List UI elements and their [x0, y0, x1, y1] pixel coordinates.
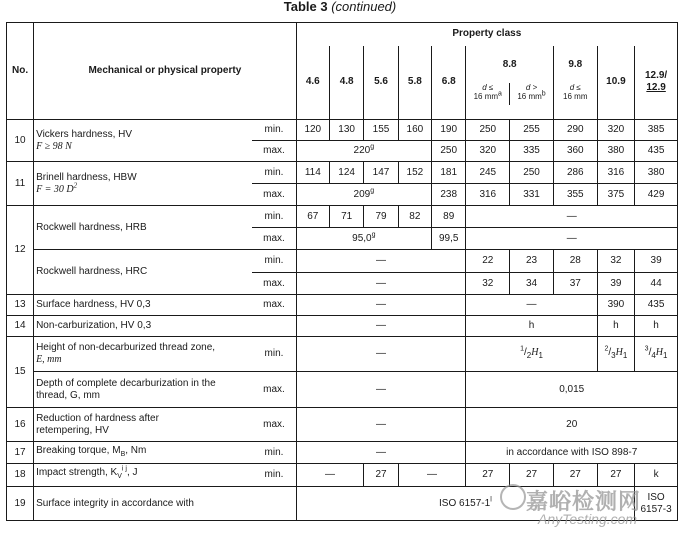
header-property-class: Property class — [296, 23, 677, 46]
frac-var: H — [615, 346, 623, 358]
cell: 320 — [597, 120, 635, 141]
watermark-cn: 嘉峪检测网 — [526, 489, 642, 514]
limit-label: min. — [252, 206, 296, 228]
table-row — [7, 464, 678, 487]
cell: 335 — [510, 141, 554, 162]
torque-unit: , Nm — [125, 444, 147, 456]
footnote: g — [371, 231, 376, 239]
header-property: Mechanical or physical property — [34, 23, 297, 120]
table-row — [7, 206, 678, 228]
table-row — [7, 120, 678, 141]
class-10-9: 10.9 — [597, 46, 635, 120]
cell: 255 — [510, 120, 554, 141]
cell: 385 — [635, 120, 678, 141]
cell: 79 — [364, 206, 398, 228]
cell: 39 — [635, 250, 678, 273]
cell: 245 — [466, 162, 510, 184]
cell: 380 — [597, 141, 635, 162]
cell: h — [466, 316, 597, 337]
cell-dash: — — [398, 464, 466, 487]
cell: 238 — [432, 184, 466, 206]
row-property — [34, 372, 253, 408]
cell: h — [597, 316, 635, 337]
cell: 37 — [553, 273, 597, 295]
retemper-label: Reduction of hardness after — [36, 412, 159, 424]
sub-16mm-a: 16 mm — [473, 91, 499, 101]
cell: 22 — [466, 250, 510, 273]
cell-dash: — — [466, 228, 678, 250]
row-no: 15 — [7, 337, 34, 408]
impact-footnote: i j — [121, 465, 127, 473]
row-property: Surface hardness, HV 0,3 — [34, 295, 253, 316]
cell: 250 — [466, 120, 510, 141]
cell: 32 — [466, 273, 510, 295]
cell: 99,5 — [432, 228, 466, 250]
cell: 360 — [553, 141, 597, 162]
limit-label: max. — [252, 295, 296, 316]
limit-label: min. — [252, 442, 296, 464]
frac-num: 2 — [604, 345, 609, 353]
limit-label: max. — [252, 228, 296, 250]
property-table — [6, 22, 678, 521]
cell: 250 — [432, 141, 466, 162]
cell-dash: — — [466, 206, 678, 228]
row-property: Surface integrity in accordance with — [34, 487, 297, 521]
limit-label: max. — [252, 273, 296, 295]
torque-sub: B — [120, 450, 126, 458]
cell: 0,015 — [466, 372, 678, 408]
sub-b: b — [541, 89, 546, 97]
limit-label: min. — [252, 337, 296, 372]
vickers-label: Vickers hardness, HV — [36, 128, 133, 140]
row-no: 11 — [7, 162, 34, 206]
row-property: Non-carburization, HV 0,3 — [34, 316, 297, 337]
cell: 32 — [597, 250, 635, 273]
thread-zone-unit: E, mm — [36, 354, 62, 365]
frac-den: 3 — [611, 350, 616, 360]
table-row — [7, 250, 678, 273]
row-no: 14 — [7, 316, 34, 337]
frac-sub: 1 — [622, 350, 628, 360]
watermark-logo-icon — [500, 484, 526, 510]
watermark-en: AnyTesting.com — [538, 511, 638, 527]
cell: 320 — [466, 141, 510, 162]
footnote: g — [370, 143, 375, 151]
class-5-6: 5.6 — [364, 46, 398, 120]
cell: 67 — [296, 206, 329, 228]
cell: 155 — [364, 120, 398, 141]
cell: 27 — [466, 464, 510, 487]
cell: 89 — [432, 206, 466, 228]
cell: 124 — [329, 162, 363, 184]
cell: 27 — [553, 464, 597, 487]
frac-var: H — [531, 346, 539, 358]
cell: 331 — [510, 184, 554, 206]
class-6-8: 6.8 — [432, 46, 466, 120]
class-8-8 — [466, 46, 554, 120]
cell: 375 — [597, 184, 635, 206]
footnote: l — [490, 496, 492, 504]
cell-dash: — — [296, 250, 466, 273]
table-row — [7, 316, 678, 337]
limit-label: max. — [252, 141, 296, 162]
sub-d-gt: d > — [525, 82, 538, 92]
cell-fraction: $^1/_2H_1$ — [466, 337, 597, 372]
sub-d-le-98: d ≤ — [569, 82, 581, 92]
cell: 160 — [398, 120, 431, 141]
header-no: No. — [7, 23, 34, 120]
sub-16mm-b: 16 mm — [517, 91, 542, 101]
iso-6157-1: ISO 6157-1 — [439, 497, 491, 509]
cell: 34 — [510, 273, 554, 295]
vickers-condition: F ≥ 98 N — [36, 140, 72, 152]
cell: 250 — [510, 162, 554, 184]
span-value: 95,0 — [352, 232, 372, 244]
limit-label: max. — [252, 184, 296, 206]
cell: 130 — [329, 120, 363, 141]
row-property — [34, 408, 253, 442]
frac-den: 2 — [526, 350, 532, 360]
class-9-8 — [553, 46, 597, 120]
cell: 390 — [597, 295, 635, 316]
iso-6157-3: 6157-3 — [640, 503, 672, 515]
cell: 190 — [432, 120, 466, 141]
cell-dash: — — [296, 464, 364, 487]
cell-dash: — — [296, 442, 466, 464]
hrc-label: Rockwell hardness, HRC — [34, 250, 253, 295]
cell: 23 — [510, 250, 554, 273]
class-12-9 — [635, 46, 678, 120]
limit-label: max. — [252, 408, 296, 442]
row-no: 19 — [7, 487, 34, 521]
limit-label: max. — [252, 372, 296, 408]
cell: 355 — [553, 184, 597, 206]
sub-16mm-98: 16 mm — [563, 91, 588, 101]
frac-var: H — [655, 346, 664, 358]
cell: 44 — [635, 273, 678, 295]
limit-label: min. — [252, 162, 296, 184]
cell: k — [635, 464, 678, 487]
cell: 120 — [296, 120, 329, 141]
sub-d-le: d ≤ — [482, 82, 494, 92]
cell-dash: — — [296, 273, 466, 295]
cell: 27 — [510, 464, 554, 487]
cell: h — [635, 316, 678, 337]
cell: 27 — [597, 464, 635, 487]
hrb-label: Rockwell hardness, HRB — [34, 206, 253, 250]
caption-italic: (continued) — [331, 0, 397, 14]
table-row — [7, 162, 678, 184]
retemper-unit: retempering, HV — [36, 424, 109, 436]
header-row — [7, 23, 678, 46]
impact-unit: , J — [126, 467, 138, 478]
sub-a: a — [498, 89, 502, 97]
table-row — [7, 408, 678, 442]
cell: in accordance with ISO 898-7 — [466, 442, 678, 464]
cell: 316 — [597, 162, 635, 184]
impact-sub: V — [117, 473, 122, 480]
class-8-8-label: 8.8 — [502, 58, 517, 70]
span-value: 209 — [353, 188, 371, 200]
impact-label: Impact strength, K — [36, 467, 118, 478]
cell-dash: — — [466, 295, 597, 316]
class-12-9-bottom: 12.9 — [646, 82, 666, 94]
cell-dash: — — [296, 337, 466, 372]
cell-span — [296, 141, 431, 162]
cell: 28 — [553, 250, 597, 273]
cell: 20 — [466, 408, 678, 442]
table-row — [7, 337, 678, 372]
class-4-8: 4.8 — [329, 46, 363, 120]
table-row — [7, 372, 678, 408]
decarb-unit: thread, G, mm — [36, 389, 100, 401]
limit-label: min. — [252, 464, 296, 487]
cell: 82 — [398, 206, 431, 228]
class-9-8-label: 9.8 — [568, 58, 583, 70]
cell: 435 — [635, 295, 678, 316]
row-no: 18 — [7, 464, 34, 487]
footnote: g — [370, 187, 375, 195]
brinell-condition: F = 30 D — [36, 183, 74, 195]
row-property — [34, 337, 253, 372]
limit-label: min. — [252, 120, 296, 141]
table-caption — [0, 0, 680, 14]
frac-sub: 1 — [663, 350, 668, 360]
class-12-9-top: 12.9/ — [644, 70, 668, 82]
cell: 114 — [296, 162, 329, 184]
row-no: 10 — [7, 120, 34, 162]
brinell-label: Brinell hardness, HBW — [36, 171, 137, 183]
table-row — [7, 442, 678, 464]
decarb-label: Depth of complete decarburization in the — [36, 377, 216, 389]
cell: 429 — [635, 184, 678, 206]
cell: 71 — [329, 206, 363, 228]
row-property — [34, 162, 253, 206]
frac-num: 3 — [644, 345, 649, 353]
span-value: 220 — [353, 145, 371, 156]
cell: 147 — [364, 162, 398, 184]
row-property — [34, 442, 253, 464]
table-row — [7, 295, 678, 316]
cell-span — [296, 228, 431, 250]
cell-span — [296, 184, 431, 206]
cell: 152 — [398, 162, 431, 184]
cell-dash: — — [296, 408, 466, 442]
cell: 290 — [553, 120, 597, 141]
frac-num: 1 — [520, 345, 525, 353]
iso-label: ISO — [647, 491, 665, 503]
cell-dash: — — [296, 316, 466, 337]
row-no: 16 — [7, 408, 34, 442]
cell-fraction: $^2/_3H_1$ — [597, 337, 635, 372]
cell: 27 — [364, 464, 398, 487]
class-5-8: 5.8 — [398, 46, 431, 120]
caption-bold: Table 3 — [283, 0, 328, 14]
row-no: 13 — [7, 295, 34, 316]
row-no: 17 — [7, 442, 34, 464]
limit-label: min. — [252, 250, 296, 273]
row-no: 12 — [7, 206, 34, 295]
cell: 181 — [432, 162, 466, 184]
cell: 435 — [635, 141, 678, 162]
thread-zone-label: Height of non-decarburized thread zone, — [36, 342, 216, 353]
cell — [635, 487, 678, 521]
cell: 39 — [597, 273, 635, 295]
class-4-6: 4.6 — [296, 46, 329, 120]
row-property — [34, 120, 253, 162]
frac-den: 4 — [651, 350, 656, 360]
cell-fraction: $^3/_4H_1$ — [635, 337, 678, 372]
cell-dash: — — [296, 372, 466, 408]
torque-label: Breaking torque, M — [36, 444, 121, 456]
brinell-exp: 2 — [73, 181, 78, 190]
cell: 286 — [553, 162, 597, 184]
row-property — [34, 464, 253, 487]
cell-dash: — — [296, 295, 466, 316]
frac-sub: 1 — [538, 350, 543, 360]
cell: 380 — [635, 162, 678, 184]
cell: 316 — [466, 184, 510, 206]
